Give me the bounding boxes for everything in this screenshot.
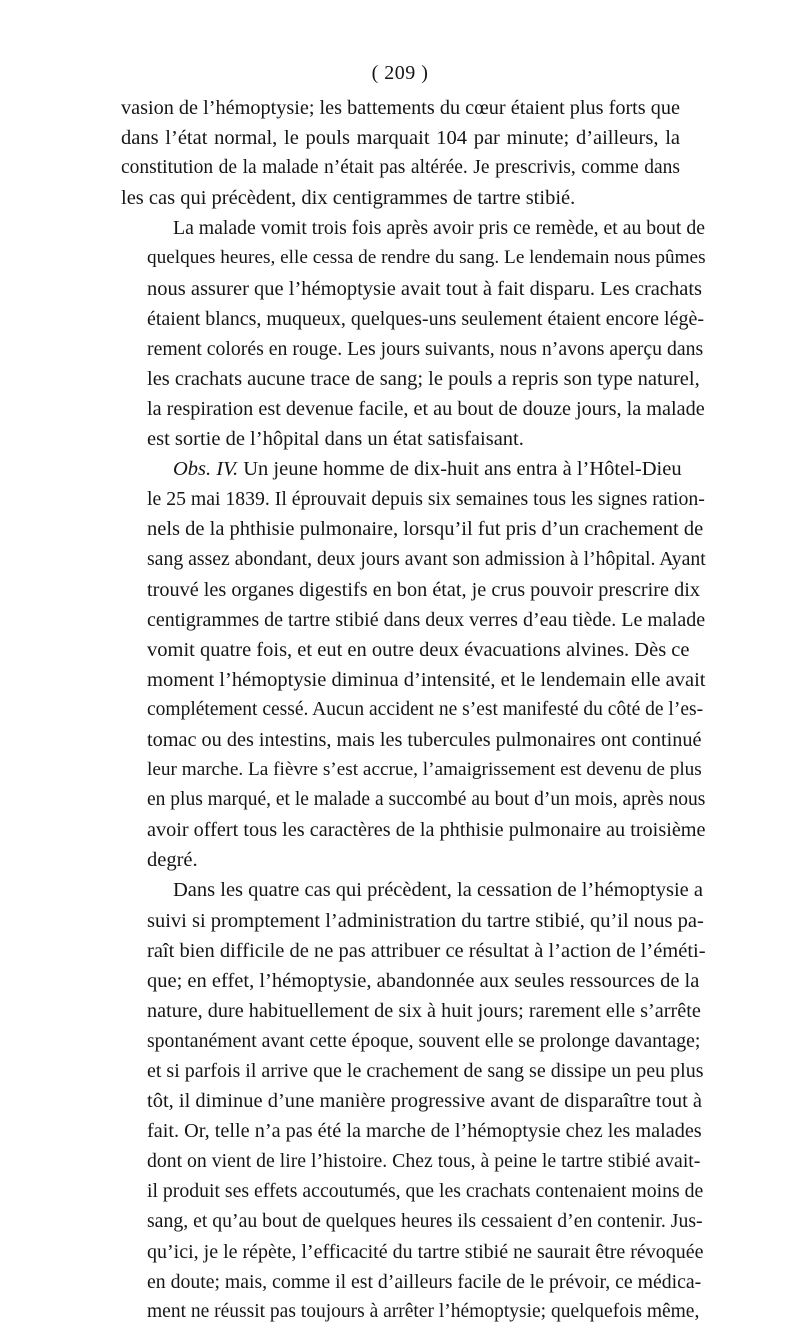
text-line: Dans les quatre cas qui précèdent, la cessation de l’hémoptysie a	[173, 879, 703, 902]
text-line: et si parfois il arrive que le crachement de sang se dissipe un peu plus	[147, 1060, 704, 1082]
text-line: il produit ses effets accoutumés, que les crachats contenaient moins de	[147, 1180, 704, 1203]
text-line: raît bien difficile de ne pas attribuer ce résultat à l’action de l’éméti-	[147, 939, 706, 962]
text-line: nature, dure habituellement de six à huit jours; rarement elle s’arrête	[147, 999, 701, 1022]
text-line: vasion de l’hémoptysie; les battements du cœur étaient plus forts que	[121, 97, 680, 119]
text-fragment: Un jeune homme de dix-huit ans entra à l’Hôtel-Dieu	[238, 458, 682, 481]
text-line: les cas qui précèdent, dix centigrammes de tartre stibié.	[121, 187, 576, 210]
paragraph	[121, 875, 706, 1326]
paragraph	[121, 213, 706, 454]
text-line: nous assurer que l’hémoptysie avait tout à fait disparu. Les crachats	[147, 277, 703, 300]
text-line: est sortie de l’hôpital dans un état satisfaisant.	[147, 428, 524, 451]
text-line: les crachats aucune trace de sang; le pouls a repris son type naturel,	[147, 367, 700, 390]
text-line: complétement cessé. Aucun accident ne s’est manifesté du côté de l’es-	[147, 698, 704, 720]
text-line: tomac ou des intestins, mais les tubercules pulmonaires ont continué	[147, 728, 702, 751]
text-line: dont on vient de lire l’histoire. Chez tous, à peine le tartre stibié avait-	[147, 1150, 701, 1173]
text-line: degré.	[147, 849, 198, 872]
page-number: ( 209 )	[371, 62, 429, 84]
text-line: rement colorés en rouge. Les jours suivants, nous n’avons aperçu dans	[147, 337, 704, 360]
text-line: sang assez abondant, deux jours avant son admission à l’hôpital. Ayant	[147, 548, 706, 571]
text-line: fait. Or, telle n’a pas été la marche de l’hémoptysie chez les malades	[147, 1120, 702, 1143]
text-line: nels de la phthisie pulmonaire, lorsqu’il fut pris d’un crachement de	[147, 518, 704, 541]
text-line: étaient blancs, muqueux, quelques-uns seulement étaient encore légè-	[147, 307, 705, 330]
text-line: centigrammes de tartre stibié dans deux verres d’eau tiède. Le malade	[147, 608, 706, 631]
text-line: tôt, il diminue d’une manière progressive avant de disparaître tout à	[147, 1090, 703, 1113]
text-line: ment ne réussit pas toujours à arrêter l’hémoptysie; quelquefois même,	[147, 1300, 700, 1322]
text-line: le 25 mai 1839. Il éprouvait depuis six semaines tous les signes ration-	[147, 488, 705, 511]
body-text	[121, 93, 706, 1327]
text-line: sang, et qu’au bout de quelques heures ils cessaient d’en contenir. Jus-	[147, 1210, 703, 1233]
observation-label: Obs. IV.	[173, 458, 239, 481]
text-line: la respiration est devenue facile, et au bout de douze jours, la malade	[147, 397, 705, 420]
text-line: que; en effet, l’hémoptysie, abandonnée aux seules ressources de la	[147, 969, 700, 992]
text-line: en doute; mais, comme il est d’ailleurs facile de le prévoir, ce médica-	[147, 1270, 702, 1293]
text-line: trouvé les organes digestifs en bon état, je crus pouvoir prescrire dix	[147, 578, 700, 601]
text-line: leur marche. La fièvre s’est accrue, l’amaigrissement est devenu de plus	[147, 759, 702, 781]
text-line: dans l’état normal, le pouls marquait 104 par minute; d’ailleurs, la	[121, 127, 680, 150]
observation-paragraph	[121, 454, 706, 875]
text-line	[121, 454, 680, 484]
text-line: La malade vomit trois fois après avoir pris ce remède, et au bout de	[173, 217, 705, 240]
text-line: vomit quatre fois, et eut en outre deux évacuations alvines. Dès ce	[147, 638, 690, 661]
text-line: avoir offert tous les caractères de la phthisie pulmonaire au troisième	[147, 819, 706, 842]
text-line: quelques heures, elle cessa de rendre du sang. Le lendemain nous pûmes	[147, 247, 706, 269]
text-line: qu’ici, je le répète, l’efficacité du tartre stibié ne saurait être révoquée	[147, 1240, 704, 1263]
paragraph-continuation	[121, 93, 680, 213]
text-line: moment l’hémoptysie diminua d’intensité, et le lendemain elle avait	[147, 668, 706, 691]
text-line: suivi si promptement l’administration du tartre stibié, qu’il nous pa-	[147, 909, 704, 932]
text-line: constitution de la malade n’était pas altérée. Je prescrivis, comme dans	[121, 157, 680, 179]
text-line: en plus marqué, et le malade a succombé au bout d’un mois, après nous	[147, 789, 706, 811]
text-line: spontanément avant cette époque, souvent elle se prolonge davantage;	[147, 1029, 701, 1052]
